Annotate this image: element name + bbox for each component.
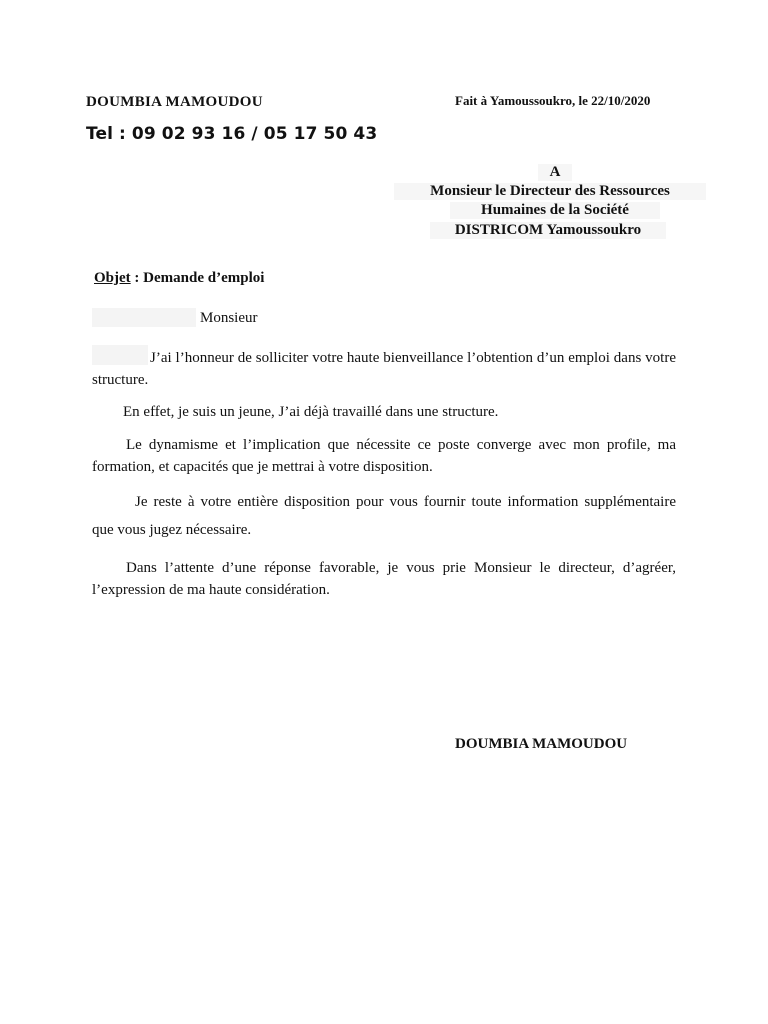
signature-name: DOUMBIA MAMOUDOU bbox=[455, 736, 628, 752]
subject-text: : Demande d’emploi bbox=[130, 270, 265, 286]
body-paragraph-5: Dans l’attente d’une réponse favorable, je vous prie Monsieur le directeur, d’agréer, l’expression de ma haute considération. bbox=[92, 560, 676, 598]
body-paragraph-1: J’ai l’honneur de solliciter votre haute bienveillance l’obtention d’un emploi dans votre structure. bbox=[92, 350, 676, 388]
sender-phone: Tel : 09 02 93 16 / 05 17 50 43 bbox=[86, 124, 378, 144]
sender-name: DOUMBIA MAMOUDOU bbox=[86, 94, 263, 110]
salutation: Monsieur bbox=[200, 310, 258, 326]
body-paragraph-3: Le dynamisme et l’implication que nécessite ce poste converge avec mon profile, ma formation, et capacités que je mettrai à votre disposition. bbox=[92, 437, 676, 475]
recipient-line-3: DISTRICOM Yamoussoukro bbox=[430, 222, 666, 239]
salutation-indent-shade bbox=[92, 308, 196, 327]
body-paragraph-2: En effet, je suis un jeune, J’ai déjà travaillé dans une structure. bbox=[123, 404, 499, 420]
body-paragraph-4: Je reste à votre entière disposition pour vous fournir toute information supplémentaire que vous jugez nécessaire. bbox=[92, 494, 676, 538]
recipient-prefix: A bbox=[538, 164, 572, 181]
subject-line bbox=[94, 270, 264, 287]
recipient-line-1: Monsieur le Directeur des Ressources bbox=[394, 183, 706, 200]
subject-label: Objet bbox=[94, 270, 131, 286]
date-place: Fait à Yamoussoukro, le 22/10/2020 bbox=[455, 93, 651, 108]
recipient-line-2: Humaines de la Société bbox=[450, 202, 660, 219]
